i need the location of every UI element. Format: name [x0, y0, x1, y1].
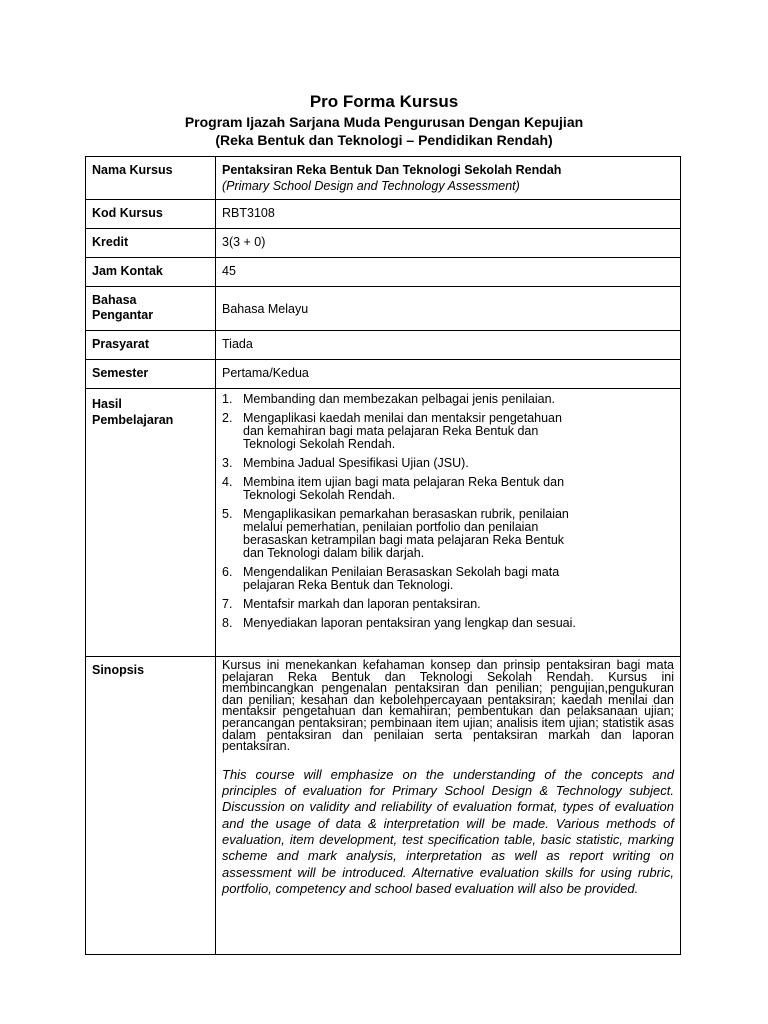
value-prerequisite: Tiada [216, 331, 681, 360]
row-synopsis [86, 657, 681, 955]
outcome-text: Mengaplikasi kaedah menilai dan mentaksir pengetahuan dan kemahiran bagi mata pelajaran Reka Bentuk dan Teknologi Sekolah Rendah. [243, 411, 562, 451]
value-contact-hours: 45 [216, 258, 681, 287]
value-course-name [216, 157, 681, 200]
outcome-text: Mengendalikan Penilaian Berasaskan Sekolah bagi mata pelajaran Reka Bentuk dan Teknologi. [243, 565, 560, 592]
label-language-line1: Bahasa [92, 293, 137, 307]
row-course-code [86, 200, 681, 229]
course-name-en: (Primary School Design and Technology Assessment) [222, 179, 520, 193]
outcome-number: 5. [222, 507, 233, 521]
course-name-ms: Pentaksiran Reka Bentuk Dan Teknologi Sekolah Rendah [222, 163, 562, 177]
list-item [222, 393, 674, 406]
row-course-name [86, 157, 681, 200]
row-semester [86, 360, 681, 389]
outcome-number: 1. [222, 392, 233, 406]
specialization-title: (Reka Bentuk dan Teknologi – Pendidikan Rendah) [215, 132, 553, 148]
list-item [222, 457, 674, 470]
list-item [222, 566, 674, 592]
value-language: Bahasa Melayu [216, 287, 681, 331]
outcome-number: 2. [222, 411, 233, 425]
label-outcomes-line2: Pembelajaran [92, 413, 174, 427]
row-language [86, 287, 681, 331]
list-item [222, 617, 674, 630]
program-title: Program Ijazah Sarjana Muda Pengurusan Dengan Kepujian [184, 114, 584, 130]
outcome-text: Mentafsir markah dan laporan pentaksiran. [243, 597, 481, 611]
label-learning-outcomes [86, 389, 216, 657]
label-synopsis: Sinopsis [86, 657, 216, 955]
pro-forma-table [85, 156, 681, 955]
label-prerequisite: Prasyarat [86, 331, 216, 360]
outcome-text: Membina Jadual Spesifikasi Ujian (JSU). [243, 456, 469, 470]
row-prerequisite [86, 331, 681, 360]
list-item [222, 508, 674, 560]
label-contact-hours: Jam Kontak [86, 258, 216, 287]
outcome-number: 7. [222, 597, 233, 611]
label-outcomes-line1: Hasil [92, 397, 122, 411]
list-item [222, 598, 674, 611]
document-title: Pro Forma Kursus [309, 92, 459, 111]
outcome-number: 3. [222, 456, 233, 470]
outcomes-list [222, 393, 674, 630]
outcome-text: Mengaplikasikan pemarkahan berasaskan rubrik, penilaian melalui pemerhatian, penilaian portfolio dan penilaian berasaskan ketrampilan bagi mata pelajaran Reka Bentuk dan Teknologi dalam bilik darjah. [243, 507, 569, 560]
label-course-code: Kod Kursus [86, 200, 216, 229]
list-item [222, 476, 674, 502]
outcome-text: Menyediakan laporan pentaksiran yang lengkap dan sesuai. [243, 616, 576, 630]
synopsis-malay: Kursus ini menekankan kefahaman konsep dan prinsip pentaksiran bagi mata pelajaran Reka Bentuk dan Teknologi Sekolah Rendah. Kursus ini membincangkan pengenalan pentaksiran dan penilian; pengujian,pengukuran dan penilian; kesahan dan kebolehpercayaan pentaksiran; kaedah menilai dan mentaksir pengetahuan dan kemahiran; pembentukan dan pelaksanaan ujian; perancangan pentaksiran; pembinaan item ujian; analisis item ujian; statistik asas dalam pentaksiran dan penilaian serta pentaksiran markah dan laporan pentaksiran. [222, 658, 674, 754]
outcome-number: 6. [222, 565, 233, 579]
synopsis-english: This course will emphasize on the understanding of the concepts and principles of evaluation for Primary School Design & Technology subject. Discussion on validity and reliability of evaluation format, types of evaluation and the usage of data & interpretation will be made. Various methods of evaluation, item development, test specification table, basic statistic, marking scheme and mark analysis, interpretation as well as report writing on assessment will be introduced. Alternative evaluation skills for using rubric, portfolio, competency and school based evaluation will also be provided. [222, 766, 674, 896]
label-credit: Kredit [86, 229, 216, 258]
row-credit [86, 229, 681, 258]
label-semester: Semester [86, 360, 216, 389]
value-learning-outcomes [216, 389, 681, 657]
value-course-code: RBT3108 [216, 200, 681, 229]
value-credit: 3(3 + 0) [216, 229, 681, 258]
value-synopsis [216, 657, 681, 955]
row-learning-outcomes [86, 389, 681, 657]
label-language-line2: Pengantar [92, 308, 154, 322]
outcome-text: Membina item ujian bagi mata pelajaran Reka Bentuk dan Teknologi Sekolah Rendah. [243, 475, 565, 502]
outcome-text: Membanding dan membezakan pelbagai jenis penilaian. [243, 392, 556, 406]
label-language [86, 287, 216, 331]
list-item [222, 412, 674, 451]
outcome-number: 4. [222, 475, 233, 489]
value-semester: Pertama/Kedua [216, 360, 681, 389]
label-course-name: Nama Kursus [86, 157, 216, 200]
outcome-number: 8. [222, 616, 233, 630]
row-contact-hours [86, 258, 681, 287]
